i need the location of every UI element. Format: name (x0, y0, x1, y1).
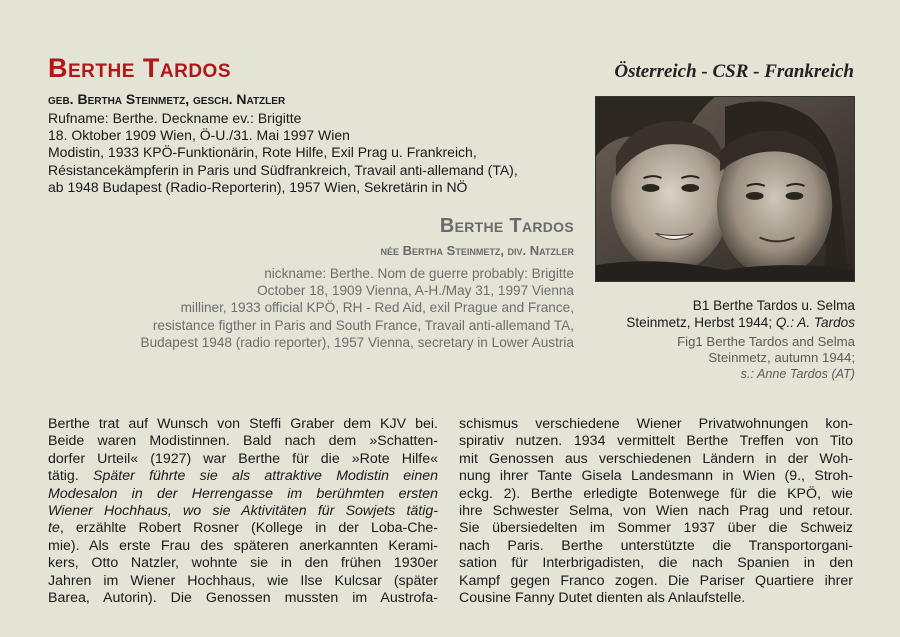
birthname-fr-married: Natzler (529, 243, 574, 258)
body-line-text: mie). Als erste Frau des späteren anerkannten Kerami- (48, 537, 438, 554)
body-line (48, 590, 438, 607)
portrait-photo (595, 96, 855, 282)
body-line-text: Barea, Autorin). Die Genossen mussten im Austrofa- (48, 590, 438, 607)
facts-fr-line: nickname: Berthe. Nom de guerre probably: Brigitte (264, 266, 574, 281)
caption-fr-line1: Fig1 Berthe Tardos and Selma (677, 334, 855, 349)
birthname-de (48, 90, 285, 108)
body-line (48, 416, 438, 433)
facts-fr-line: resistance figther in Paris and South France, Travail anti-allemand TA, (152, 317, 574, 333)
birthname-fr-name: Bertha Steinmetz (402, 243, 501, 258)
facts-fr-line: October 18, 1909 Vienna, A-H./May 31, 1997 Vienna (257, 283, 574, 299)
facts-de-line: 18. Oktober 1909 Wien, Ö-U./31. Mai 1997 Wien (48, 127, 350, 144)
birthname-fr-prefix: née (380, 243, 403, 258)
body-line-italic: Wiener Hochhaus, wo sie Aktivitäten für Sowjets tätig- (48, 503, 438, 520)
caption-de-line2-text: Steinmetz, Herbst 1944; (626, 315, 776, 330)
birthname-de-prefix: geb. (48, 91, 78, 107)
caption-de-credit: Q.: A. Tardos (775, 315, 855, 330)
body-line: Kampf gegen Franco zogen. Die Pariser Quartiere ihrer (459, 572, 853, 589)
caption-de-line1: B1 Berthe Tardos u. Selma (692, 298, 855, 313)
facts-de-line: Modistin, 1933 KPÖ-Funktionärin, Rote Hilfe, Exil Prag u. Frankreich, (48, 144, 477, 161)
facts-de (48, 110, 588, 196)
body-line-text: kers, Otto Natzler, wohnte sie in den frühen 1930er (48, 555, 438, 572)
title-fr: Berthe Tardos (439, 215, 574, 237)
body-line (48, 573, 438, 590)
body-line: spirativ nutzen. 1934 vermittelt Berthe Treffen von Tito (459, 433, 853, 450)
body-line-italic: Später führte sie als attraktive Modistin einen (93, 468, 438, 485)
body-column-left (48, 416, 438, 607)
caption-fr-line2: Steinmetz, autumn 1944; (708, 350, 855, 365)
body-line: mit Genossen aus verschiedenen Ländern in der Woh- (459, 450, 853, 467)
body-line (48, 503, 438, 520)
birthname-fr (381, 243, 574, 259)
body-line: eckg. 2). Berthe erledigte Botenwege für die KPÖ, wie (459, 485, 853, 502)
facts-fr-line: Budapest 1948 (radio reporter), 1957 Vienna, secretary in Lower Austria (140, 334, 574, 350)
body-line (48, 538, 438, 555)
body-line: ihre Schwester Selma, von Wien nach Prag und retour. (459, 503, 853, 520)
body-line (48, 433, 438, 450)
body-line (48, 468, 438, 485)
body-line: nach Paris. Berthe unterstützte die Transportorgani- (459, 537, 853, 554)
photo-caption-fr (595, 334, 855, 382)
body-line (48, 520, 438, 537)
body-line (48, 451, 438, 468)
body-line (48, 555, 438, 572)
birthname-de-name: Bertha Steinmetz (77, 91, 186, 107)
body-line-italic: te (48, 520, 60, 537)
body-line: Sie übersiedelten im Sommer 1937 über die Schweiz (459, 520, 853, 537)
facts-de-line: Résistancekämpferin in Paris und Südfrankreich, Travail anti-allemand (TA), (48, 161, 518, 178)
caption-fr-credit: s.: Anne Tardos (AT) (740, 367, 855, 381)
body-line-text: Berthe trat auf Wunsch von Steffi Graber dem KJV bei. (48, 416, 438, 432)
birthname-fr-mid: , div. (500, 243, 530, 258)
photo-caption-de (595, 297, 855, 331)
body-line (48, 486, 438, 503)
body-line-text: , erzählte Robert Rosner (Kollege in der Loba-Che- (59, 520, 438, 537)
body-line-text: dorfer Urteil« (1927) war Berthe für die »Rote Hilfe« (48, 450, 438, 467)
birthname-de-mid: , gesch. (185, 91, 237, 107)
body-line: sation für Interbrigadisten, die nach Spanien in den (459, 555, 853, 572)
facts-fr-line: milliner, 1933 official KPÖ, RH - Red Aid, exil Prague and France, (180, 300, 574, 316)
countries-subtitle: Österreich - CSR - Frankreich (614, 61, 854, 82)
caption-de-line2 (595, 314, 855, 331)
page-title: Berthe Tardos (48, 53, 232, 83)
portrait-photo-image (596, 97, 854, 281)
body-line: Cousine Fanny Dutet dienten als Anlaufstelle. (459, 590, 746, 607)
body-line-italic: Modesalon in der Herrengasse im berühmten ersten (48, 485, 438, 502)
body-line-text: Jahren im Wiener Hochhaus, wie Ilse Kulcsar (später (48, 572, 438, 589)
birthname-de-married: Natzler (236, 91, 286, 107)
body-line: schismus verschiedene Wiener Privatwohnungen kon- (459, 416, 853, 432)
facts-de-line: Rufname: Berthe. Deckname ev.: Brigitte (48, 110, 302, 126)
body-line-text: Beide waren Modistinnen. Bald nach dem »Schatten- (48, 433, 438, 450)
body-column-right (459, 416, 853, 607)
body-line: nung ihrer Tante Gisela Landesmann in Wien (9., Stroh- (459, 468, 853, 485)
body-line-text: tätig. (48, 468, 94, 485)
facts-de-line: ab 1948 Budapest (Radio-Reporterin), 1957 Wien, Sekretärin in NÖ (48, 178, 468, 195)
facts-fr (54, 265, 574, 351)
